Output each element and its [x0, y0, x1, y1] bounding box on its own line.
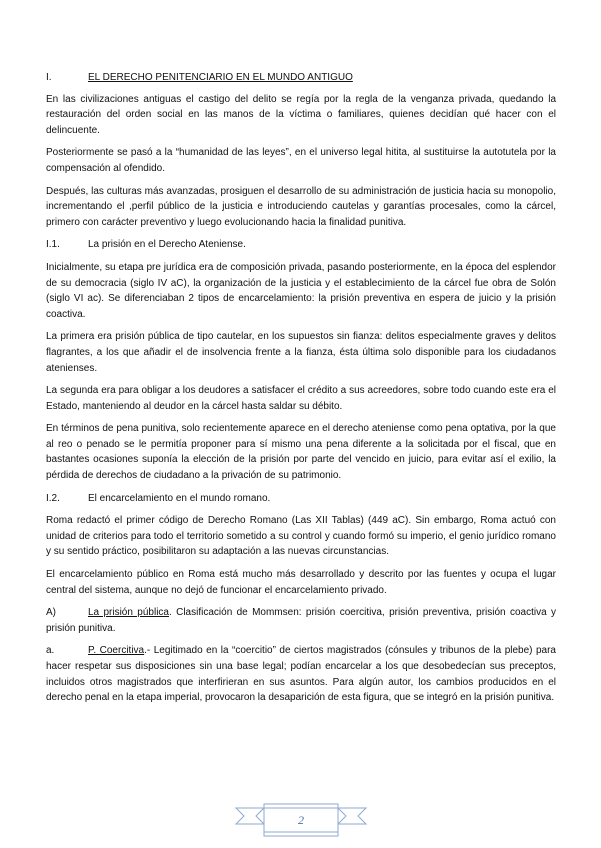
section-number: I.1. [46, 239, 60, 251]
section-title: El encarcelamiento en el mundo romano. [88, 492, 271, 504]
section-number: I.2. [46, 492, 60, 504]
paragraph: La segunda era para obligar a los deudores a satisfacer el crédito a sus acreedores, sobre todo cuando este era el Estado, manteniendo al deudor en la cárcel hasta saldar su débito. [46, 385, 556, 412]
list-marker: a. [46, 645, 55, 657]
document-page [46, 70, 556, 713]
section-heading-1-2 [46, 491, 556, 507]
list-marker: A) [46, 607, 56, 619]
paragraph: El encarcelamiento público en Roma está mucho más desarrollado y descrito por las fuentes y ocupa el lugar central del sistema, aunque no dejó de funcionar el encarcelamiento privado. [46, 569, 556, 596]
paragraph: Después, las culturas más avanzadas, prosiguen el desarrollo de su administración de justicia hacia su monopolio, incrementando el ,perfil público de la justicia e introduciendo cautelas y garantías procesales, como la cárcel, primero con carácter preventivo y luego evolucionando hacia la finalidad punitiva. [46, 185, 556, 228]
paragraph: En las civilizaciones antiguas el castigo del delito se regía por la regla de la venganza privada, quedando la restauración del orden social en las manos de la víctima o familiares, quienes decidían qué hacer con el delincuente. [46, 93, 556, 136]
list-item-lead: La prisión pública [88, 607, 169, 619]
section-heading-1 [46, 70, 556, 86]
section-heading-1-1 [46, 237, 556, 253]
paragraph: Roma redactó el primer código de Derecho Romano (Las XII Tablas) (449 aC). Sin embargo, Roma actuó con unidad de criterios para todo el territorio sometido a su control y cuando formó su imperio, el genio jurídico romano y su sentido práctico, posibilitaron su adaptación a las nuevas circunstancias. [46, 515, 556, 558]
page-number: 2 [298, 813, 304, 827]
paragraph: La primera era prisión pública de tipo cautelar, en los supuestos sin fianza: delitos especialmente graves y delitos flagrantes, a los que añadir el de insolvencia frente a la fianza, ésta última solo disponible para los ciudadanos atenienses. [46, 331, 556, 374]
page-footer [234, 800, 368, 840]
section-title: EL DERECHO PENITENCIARIO EN EL MUNDO ANTIGUO [88, 72, 353, 83]
section-number: I. [46, 72, 52, 83]
list-item-text: .- Legitimado en la “coercitio” de ciertos magistrados (cónsules y tribunos de la plebe) para hacer respetar sus disposiciones sin una base legal; podían encarcelar a los que desobedecían sus preceptos, incluidos otros magistrados que interfirieran en sus asuntos. Para algún autor, los cambios producidos en el derecho penal en la etapa imperial, provocaron la desaparición de esta figura, que se integró en la prisión punitiva. [46, 645, 556, 704]
section-title: La prisión en el Derecho Ateniense. [88, 239, 246, 251]
paragraph: En términos de pena punitiva, solo recientemente aparece en el derecho ateniense como pena optativa, por la que al reo o penado se le permitía proponer para sí mismo una pena diferente a la solicitada por el fiscal, que en bastantes ocasiones suponía la elección de la prisión por parte del vencido en juicio, para evitar así el exilio, la pérdida de derechos de ciudadano a la privación de su patrimonio. [46, 423, 556, 482]
list-item-lead: P. Coercitiva [88, 645, 145, 657]
list-item-a [46, 605, 556, 636]
paragraph: Posteriormente se pasó a la “humanidad de las leyes”, en el universo legal hitita, al sustituirse la autotutela por la compensación al ofendido. [46, 147, 556, 174]
list-item-a1 [46, 643, 556, 705]
list-item-text: . Clasificación de Mommsen: prisión coercitiva, prisión preventiva, prisión coactiva y prisión punitiva. [46, 607, 556, 634]
paragraph: Inicialmente, su etapa pre jurídica era de composición privada, pasando posteriormente, en la época del esplendor de su democracia (siglo IV aC), la organización de la justicia y el establecimiento de la cárcel fue obra de Solón (siglo VI ac). Se diferenciaban 2 tipos de encarcelamiento: la prisión preventiva en espera de juicio y la prisión coactiva. [46, 261, 556, 320]
